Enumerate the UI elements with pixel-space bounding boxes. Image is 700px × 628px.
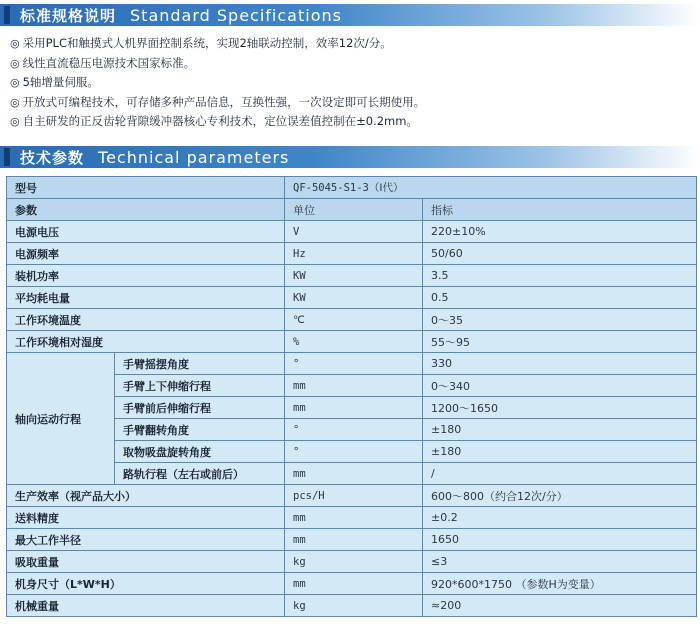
param-unit: ° (285, 419, 423, 441)
section-title-en: Technical parameters (98, 147, 290, 167)
param-label: 电源电压 (7, 221, 285, 243)
param-label: 装机功率 (7, 265, 285, 287)
header-accent-bar (4, 6, 10, 24)
param-value: 0～340 (423, 375, 697, 397)
axis-group-label: 轴向运动行程 (7, 353, 115, 485)
param-value: 0.5 (423, 287, 697, 309)
axis-param-label: 路轨行程（左右或前后） (115, 463, 285, 485)
param-value: 600～800（约合12次/分） (423, 485, 697, 507)
table-row (7, 331, 697, 353)
bullet-text: 自主研发的正反齿轮背隙缓冲器核心专利技术，定位误差值控制在±0.2mm。 (22, 114, 418, 128)
bullet-item (10, 34, 690, 54)
bullet-circle-icon: ◎ (10, 76, 20, 89)
param-unit: kg (285, 551, 423, 573)
header-accent-bar (4, 148, 10, 166)
param-label: 电源频率 (7, 243, 285, 265)
param-unit: pcs/H (285, 485, 423, 507)
index-header: 指标 (423, 199, 697, 221)
bullet-text: 线性直流稳压电源技术国家标准。 (22, 55, 196, 70)
bullet-text: 采用PLC和触摸式人机界面控制系统，实现2轴联动控制，效率12次/分。 (22, 36, 392, 50)
table-row (7, 485, 697, 507)
param-unit: mm (285, 507, 423, 529)
param-unit: V (285, 221, 423, 243)
bullet-item (10, 54, 690, 74)
param-unit: kg (285, 595, 423, 617)
param-unit: ° (285, 353, 423, 375)
bullet-text: 5轴增量伺服。 (22, 75, 99, 89)
param-value: 330 (423, 353, 697, 375)
param-label: 最大工作半径 (7, 529, 285, 551)
table-row (7, 551, 697, 573)
param-value: 50/60 (423, 243, 697, 265)
param-value: ±180 (423, 441, 697, 463)
bullet-circle-icon: ◎ (10, 115, 20, 128)
param-unit: KW (285, 287, 423, 309)
table-row-header (7, 199, 697, 221)
param-value: 0～35 (423, 309, 697, 331)
standard-specifications-header (0, 4, 700, 26)
param-value: ±180 (423, 419, 697, 441)
param-unit: KW (285, 265, 423, 287)
table-row (7, 265, 697, 287)
param-value: / (423, 463, 697, 485)
table-row (7, 529, 697, 551)
param-unit: ° (285, 441, 423, 463)
model-value: QF-5045-S1-3（Ⅰ代） (285, 177, 697, 199)
param-header: 参数 (7, 199, 285, 221)
param-unit: mm (285, 375, 423, 397)
param-value: 3.5 (423, 265, 697, 287)
param-value: 55～95 (423, 331, 697, 353)
table-row (7, 243, 697, 265)
param-label: 工作环境温度 (7, 309, 285, 331)
unit-header: 单位 (285, 199, 423, 221)
param-unit: mm (285, 529, 423, 551)
section-title-en: Standard Specifications (130, 5, 342, 25)
technical-parameters-table (6, 176, 697, 617)
bullet-circle-icon: ◎ (10, 95, 20, 109)
section-title-cn: 技术参数 (20, 148, 85, 167)
table-row (7, 573, 697, 595)
param-unit: ℃ (285, 309, 423, 331)
param-label: 平均耗电量 (7, 287, 285, 309)
table-row (7, 595, 697, 617)
axis-param-label: 手臂摇摆角度 (115, 353, 285, 375)
param-unit: mm (285, 397, 423, 419)
param-value: 1650 (423, 529, 697, 551)
table-row (7, 309, 697, 331)
model-label: 型号 (7, 177, 285, 199)
param-value: 1200～1650 (423, 397, 697, 419)
bullet-text: 开放式可编程技术，可存储多种产品信息，互换性强，一次设定即可长期使用。 (22, 94, 426, 109)
section-title-cn: 标准规格说明 (20, 6, 117, 25)
param-unit: % (285, 331, 423, 353)
param-label: 吸取重量 (7, 551, 285, 573)
param-unit: Hz (285, 243, 423, 265)
param-value: 920*600*1750 （参数H为变量） (423, 573, 697, 595)
bullet-item (10, 73, 690, 93)
table-row (7, 221, 697, 243)
param-value: ±0.2 (423, 507, 697, 529)
param-label: 送料精度 (7, 507, 285, 529)
bullet-item (10, 112, 690, 132)
param-label: 机械重量 (7, 595, 285, 617)
table-row (7, 287, 697, 309)
bullet-item (10, 93, 690, 113)
axis-param-label: 手臂前后伸缩行程 (115, 397, 285, 419)
param-unit: mm (285, 463, 423, 485)
param-label: 工作环境相对湿度 (7, 331, 285, 353)
technical-parameters-header (0, 146, 700, 168)
axis-param-label: 手臂上下伸缩行程 (115, 375, 285, 397)
table-row (7, 507, 697, 529)
param-label: 机身尺寸（L*W*H） (7, 573, 285, 595)
axis-param-label: 手臂翻转角度 (115, 419, 285, 441)
table-row (7, 353, 697, 375)
param-value: 220±10% (423, 221, 697, 243)
bullet-circle-icon: ◎ (10, 56, 20, 70)
table-row-model (7, 177, 697, 199)
param-unit: mm (285, 573, 423, 595)
param-value: ≈200 (423, 595, 697, 617)
bullet-circle-icon: ◎ (10, 37, 20, 50)
specification-bullet-list (10, 34, 690, 132)
param-value: ≤3 (423, 551, 697, 573)
param-label: 生产效率（视产品大小） (7, 485, 285, 507)
axis-param-label: 取物吸盘旋转角度 (115, 441, 285, 463)
